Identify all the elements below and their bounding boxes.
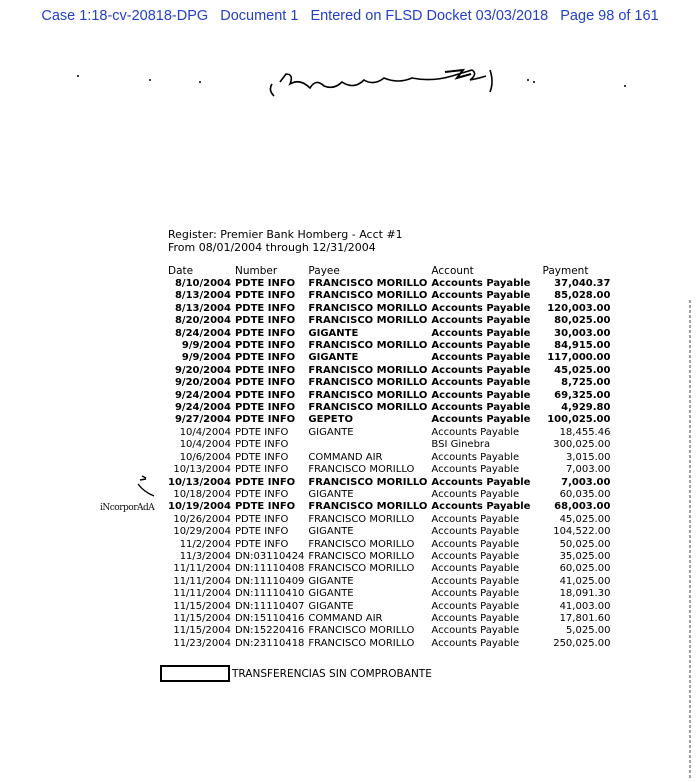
cell-number: PDTE INFO bbox=[234, 377, 296, 389]
cell-payment: 41,003.00 bbox=[559, 600, 611, 612]
cell-date: 11/2/2004 bbox=[179, 538, 231, 550]
table-row bbox=[166, 414, 612, 426]
cell-payee: FRANCISCO MORILLO bbox=[308, 538, 415, 550]
cell-number: PDTE INFO bbox=[234, 526, 289, 538]
cell-payment: 104,522.00 bbox=[553, 526, 611, 538]
cell-number: PDTE INFO bbox=[234, 426, 289, 438]
cell-payment: 18,091.30 bbox=[559, 588, 611, 600]
cell-payment: 300,025.00 bbox=[553, 439, 611, 451]
scan-edge-line-icon bbox=[688, 300, 692, 780]
cell-date: 10/26/2004 bbox=[173, 513, 231, 525]
table-row bbox=[166, 303, 612, 315]
handwritten-signature-icon bbox=[40, 62, 640, 102]
cell-number: PDTE INFO bbox=[234, 290, 296, 302]
docket-entry-date: Entered on FLSD Docket 03/03/2018 bbox=[310, 8, 549, 24]
cell-date: 10/4/2004 bbox=[179, 439, 231, 451]
cell-payment: 7,003.00 bbox=[561, 476, 611, 488]
cell-payment: 45,025.00 bbox=[559, 513, 611, 525]
cell-date: 10/6/2004 bbox=[179, 451, 231, 463]
cell-number: PDTE INFO bbox=[234, 278, 296, 289]
cell-payee: FRANCISCO MORILLO bbox=[308, 513, 415, 525]
table-row bbox=[166, 501, 612, 513]
column-header-payee: Payee bbox=[308, 265, 340, 277]
cell-payee: GIGANTE bbox=[308, 600, 354, 612]
register-table bbox=[166, 264, 612, 650]
cell-account: Accounts Payable bbox=[431, 563, 520, 575]
cell-payment: 50,025.00 bbox=[559, 538, 611, 550]
cell-number: DN:15110416 bbox=[234, 612, 305, 624]
cell-date: 11/11/2004 bbox=[173, 588, 231, 600]
register-title: Register: Premier Bank Homberg - Acct #1 bbox=[168, 228, 403, 241]
cell-account: Accounts Payable bbox=[431, 526, 520, 538]
cell-payment: 85,028.00 bbox=[554, 290, 611, 302]
cell-account: BSI Ginebra bbox=[431, 439, 491, 451]
table-row bbox=[166, 601, 612, 613]
cell-payee: COMMAND AIR bbox=[308, 451, 383, 463]
cell-number: PDTE INFO bbox=[234, 538, 289, 550]
cell-account: Accounts Payable bbox=[431, 600, 520, 612]
table-row bbox=[166, 489, 612, 501]
cell-date: 8/24/2004 bbox=[174, 327, 231, 339]
cell-payment: 4,929.80 bbox=[561, 402, 611, 414]
cell-number: PDTE INFO bbox=[234, 488, 289, 500]
cell-date: 9/27/2004 bbox=[174, 414, 231, 426]
cell-account: Accounts Payable bbox=[431, 488, 520, 500]
cell-number: PDTE INFO bbox=[234, 414, 296, 426]
cell-date: 11/15/2004 bbox=[173, 612, 231, 624]
table-row bbox=[166, 290, 612, 302]
cell-date: 10/13/2004 bbox=[168, 476, 231, 488]
cell-number: PDTE INFO bbox=[234, 315, 296, 327]
table-row bbox=[166, 452, 612, 464]
cell-date: 10/18/2004 bbox=[173, 488, 231, 500]
cell-account: Accounts Payable bbox=[431, 414, 531, 426]
legend-label: TRANSFERENCIAS SIN COMPROBANTE bbox=[232, 667, 432, 680]
table-row bbox=[166, 439, 612, 451]
cell-date: 9/9/2004 bbox=[181, 352, 231, 364]
cell-number: PDTE INFO bbox=[234, 501, 296, 513]
cell-payment: 8,725.00 bbox=[561, 377, 611, 389]
cell-account: Accounts Payable bbox=[431, 476, 531, 488]
cell-account: Accounts Payable bbox=[431, 612, 520, 624]
cell-payment: 69,325.00 bbox=[554, 389, 611, 401]
cell-payment: 18,455.46 bbox=[559, 426, 611, 438]
cell-number: DN:11110408 bbox=[234, 563, 305, 575]
cell-account: Accounts Payable bbox=[431, 451, 520, 463]
cell-payee: FRANCISCO MORILLO bbox=[308, 389, 428, 401]
cell-payee: COMMAND AIR bbox=[308, 612, 383, 624]
cell-account: Accounts Payable bbox=[431, 550, 520, 562]
cell-payee: FRANCISCO MORILLO bbox=[308, 377, 428, 389]
cell-date: 11/23/2004 bbox=[173, 637, 231, 649]
page-number: Page 98 of 161 bbox=[560, 8, 659, 24]
cell-payee bbox=[306, 439, 429, 451]
legend-swatch bbox=[160, 665, 230, 682]
cell-number: DN:03110424 bbox=[234, 550, 305, 562]
cell-date: 10/13/2004 bbox=[173, 464, 231, 476]
table-header-row bbox=[166, 264, 612, 278]
table-row bbox=[166, 613, 612, 625]
cell-payee: FRANCISCO MORILLO bbox=[308, 464, 415, 476]
cell-account: Accounts Payable bbox=[431, 637, 520, 649]
table-row bbox=[166, 563, 612, 575]
cell-number: DN:11110409 bbox=[234, 575, 305, 587]
cell-payment: 45,025.00 bbox=[554, 364, 611, 376]
cell-account: Accounts Payable bbox=[431, 278, 531, 289]
table-row bbox=[166, 328, 612, 340]
cell-account: Accounts Payable bbox=[431, 588, 520, 600]
cell-payment: 120,003.00 bbox=[547, 302, 611, 314]
cell-account: Accounts Payable bbox=[431, 352, 531, 364]
cell-account: Accounts Payable bbox=[431, 364, 531, 376]
cell-payment: 35,025.00 bbox=[559, 550, 611, 562]
column-header-date: Date bbox=[168, 265, 194, 277]
table-row bbox=[166, 278, 612, 290]
cell-date: 11/15/2004 bbox=[173, 625, 231, 637]
cell-number: PDTE INFO bbox=[234, 402, 296, 414]
cell-payment: 117,000.00 bbox=[547, 352, 611, 364]
cell-payee: GIGANTE bbox=[308, 588, 354, 600]
table-row bbox=[166, 625, 612, 637]
cell-number: DN:15220416 bbox=[234, 625, 305, 637]
table-row bbox=[166, 551, 612, 563]
docket-header bbox=[0, 8, 700, 24]
cell-date: 8/10/2004 bbox=[174, 278, 231, 289]
cell-account: Accounts Payable bbox=[431, 340, 531, 352]
cell-account: Accounts Payable bbox=[431, 575, 520, 587]
table-row bbox=[166, 588, 612, 600]
cell-payment: 5,025.00 bbox=[565, 625, 611, 637]
cell-payee: FRANCISCO MORILLO bbox=[308, 563, 415, 575]
cell-date: 11/11/2004 bbox=[173, 563, 231, 575]
table-row bbox=[166, 340, 612, 352]
cell-payee: GIGANTE bbox=[308, 575, 354, 587]
table-row bbox=[166, 539, 612, 551]
cell-account: Accounts Payable bbox=[431, 402, 531, 414]
cell-account: Accounts Payable bbox=[431, 513, 520, 525]
cell-account: Accounts Payable bbox=[431, 538, 520, 550]
cell-payment: 68,003.00 bbox=[554, 501, 611, 513]
cell-number: PDTE INFO bbox=[234, 451, 289, 463]
cell-number: PDTE INFO bbox=[234, 476, 296, 488]
cell-account: Accounts Payable bbox=[431, 302, 531, 314]
cell-account: Accounts Payable bbox=[431, 377, 531, 389]
check-mark-icon bbox=[134, 470, 162, 500]
cell-date: 10/29/2004 bbox=[173, 526, 231, 538]
cell-date: 9/9/2004 bbox=[181, 340, 231, 352]
cell-date: 11/11/2004 bbox=[173, 575, 231, 587]
handwritten-margin-note: iNcorporAdA bbox=[100, 503, 155, 513]
cell-payee: GIGANTE bbox=[308, 488, 354, 500]
cell-number: PDTE INFO bbox=[234, 340, 296, 352]
cell-number: DN:11110407 bbox=[234, 600, 305, 612]
cell-payee: FRANCISCO MORILLO bbox=[308, 501, 428, 513]
table-row bbox=[166, 477, 612, 489]
cell-payee: FRANCISCO MORILLO bbox=[308, 364, 428, 376]
cell-payment: 7,003.00 bbox=[565, 464, 611, 476]
table-row bbox=[166, 365, 612, 377]
table-row bbox=[166, 352, 612, 364]
table-row bbox=[166, 526, 612, 538]
cell-number: PDTE INFO bbox=[234, 389, 296, 401]
cell-number: PDTE INFO bbox=[234, 352, 296, 364]
table-row bbox=[166, 390, 612, 402]
cell-payee: GIGANTE bbox=[308, 526, 354, 538]
cell-payment: 41,025.00 bbox=[559, 575, 611, 587]
cell-payee: FRANCISCO MORILLO bbox=[308, 278, 428, 289]
document-number: Document 1 bbox=[220, 8, 299, 24]
table-row bbox=[166, 315, 612, 327]
cell-date: 10/19/2004 bbox=[168, 501, 231, 513]
cell-date: 11/15/2004 bbox=[173, 600, 231, 612]
cell-payment: 37,040.37 bbox=[554, 278, 611, 289]
cell-payment: 3,015.00 bbox=[565, 451, 611, 463]
cell-date: 9/24/2004 bbox=[174, 389, 231, 401]
cell-date: 10/4/2004 bbox=[179, 426, 231, 438]
cell-date: 8/13/2004 bbox=[174, 290, 231, 302]
column-header-account: Account bbox=[431, 265, 474, 277]
cell-payee: FRANCISCO MORILLO bbox=[308, 302, 428, 314]
register-heading bbox=[168, 228, 403, 254]
cell-number: PDTE INFO bbox=[234, 439, 289, 451]
cell-account: Accounts Payable bbox=[431, 501, 531, 513]
cell-date: 9/24/2004 bbox=[174, 402, 231, 414]
table-row bbox=[166, 576, 612, 588]
cell-date: 9/20/2004 bbox=[174, 377, 231, 389]
case-number: Case 1:18-cv-20818-DPG bbox=[41, 8, 209, 24]
cell-account: Accounts Payable bbox=[431, 290, 531, 302]
table-row bbox=[166, 402, 612, 414]
table-row bbox=[166, 464, 612, 476]
cell-account: Accounts Payable bbox=[431, 315, 531, 327]
cell-payee: GIGANTE bbox=[308, 426, 354, 438]
legend bbox=[160, 665, 432, 682]
cell-number: DN:11110410 bbox=[234, 588, 305, 600]
cell-payee: GIGANTE bbox=[308, 327, 359, 339]
cell-payee: GIGANTE bbox=[308, 352, 359, 364]
cell-payment: 17,801.60 bbox=[559, 612, 611, 624]
cell-date: 8/13/2004 bbox=[174, 302, 231, 314]
cell-payee: FRANCISCO MORILLO bbox=[308, 315, 428, 327]
cell-payment: 60,025.00 bbox=[559, 563, 611, 575]
cell-date: 11/3/2004 bbox=[179, 550, 231, 562]
cell-payee: FRANCISCO MORILLO bbox=[308, 625, 415, 637]
register-rows bbox=[166, 278, 612, 650]
cell-account: Accounts Payable bbox=[431, 327, 531, 339]
cell-number: PDTE INFO bbox=[234, 302, 296, 314]
table-row bbox=[166, 514, 612, 526]
cell-number: PDTE INFO bbox=[234, 327, 296, 339]
cell-number: PDTE INFO bbox=[234, 464, 289, 476]
cell-payment: 250,025.00 bbox=[553, 637, 611, 649]
cell-account: Accounts Payable bbox=[431, 625, 520, 637]
register-date-range: From 08/01/2004 through 12/31/2004 bbox=[168, 241, 376, 254]
cell-payee: FRANCISCO MORILLO bbox=[308, 550, 415, 562]
cell-number: PDTE INFO bbox=[234, 364, 296, 376]
cell-payment: 84,915.00 bbox=[554, 340, 611, 352]
column-header-number: Number bbox=[234, 265, 278, 277]
table-row bbox=[166, 638, 612, 650]
cell-payment: 80,025.00 bbox=[554, 315, 611, 327]
cell-account: Accounts Payable bbox=[431, 464, 520, 476]
cell-payment: 30,003.00 bbox=[554, 327, 611, 339]
cell-account: Accounts Payable bbox=[431, 426, 520, 438]
cell-date: 9/20/2004 bbox=[174, 364, 231, 376]
cell-payee: FRANCISCO MORILLO bbox=[308, 476, 428, 488]
table-row bbox=[166, 427, 612, 439]
cell-number: PDTE INFO bbox=[234, 513, 289, 525]
cell-payment: 60,035.00 bbox=[559, 488, 611, 500]
cell-payee: FRANCISCO MORILLO bbox=[308, 637, 415, 649]
cell-payee: GEPETO bbox=[308, 414, 353, 426]
cell-payee: FRANCISCO MORILLO bbox=[308, 340, 428, 352]
cell-account: Accounts Payable bbox=[431, 389, 531, 401]
cell-payee: FRANCISCO MORILLO bbox=[308, 290, 428, 302]
cell-payment: 100,025.00 bbox=[547, 414, 611, 426]
cell-payee: FRANCISCO MORILLO bbox=[308, 402, 428, 414]
column-header-payment: Payment bbox=[542, 265, 589, 277]
cell-number: DN:23110418 bbox=[234, 637, 305, 649]
table-row bbox=[166, 377, 612, 389]
cell-date: 8/20/2004 bbox=[174, 315, 231, 327]
